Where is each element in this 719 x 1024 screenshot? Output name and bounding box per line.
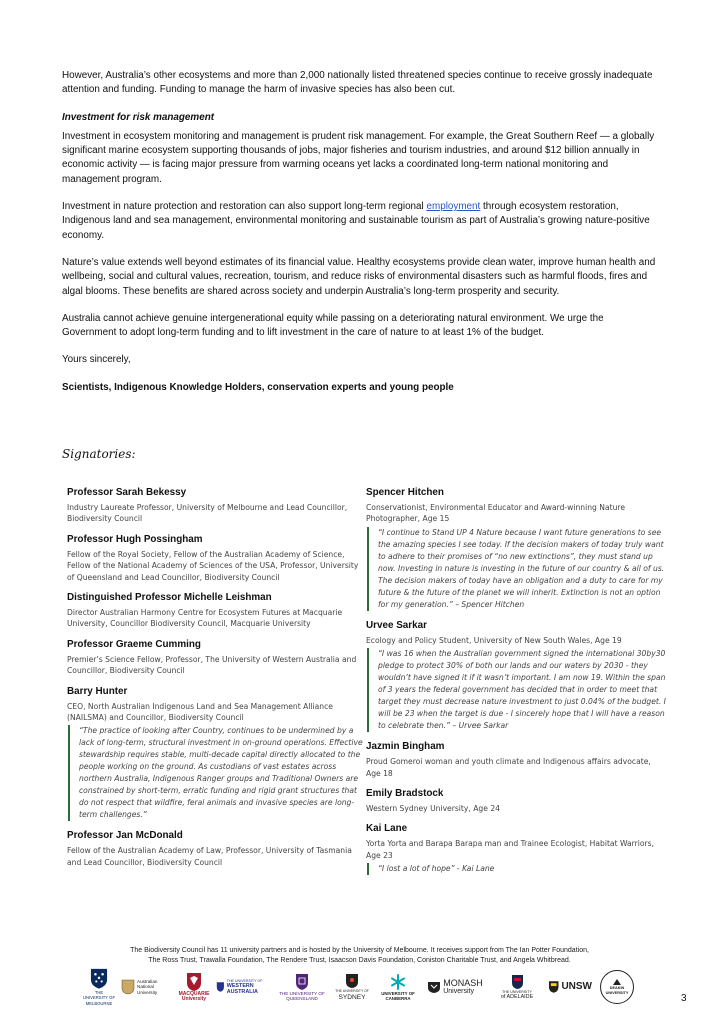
signatory-role: Ecology and Policy Student, University of New South Wales, Age 19 <box>366 635 622 645</box>
deakin-logo: DEAKIN UNIVERSITY <box>600 970 634 1004</box>
signatory-role: CEO, North Australian Indigenous Land and Sea Management Alliance (NAILSMA) and Councillor, Biodiversity Council <box>67 701 333 723</box>
signatory-kai-lane <box>366 822 666 875</box>
macquarie-crest-icon <box>186 972 202 992</box>
anu-logo: Australian National University <box>120 972 170 1002</box>
signatory-role: Yorta Yorta and Barapa Barapa man and Trainee Ecologist, Habitat Warriors, Age 23 <box>366 839 655 860</box>
unsw-crest-icon <box>548 980 559 994</box>
signatory-role: Proud Gomeroi woman and youth climate and Indigenous affairs advocate, Age 18 <box>366 757 651 778</box>
signatories-left-column <box>67 486 367 876</box>
crest-icon <box>89 968 109 990</box>
signatory-name: Professor Hugh Possingham <box>67 533 203 545</box>
signatory-quote: “I was 16 when the Australian government signed the international 30by30 pledge to protect 30% of both our lands and our waters by 2030 - they wouldn’t have signed it if it wasn’t important. I am now 19. Within the span of 3 years the federal government has decided that in order to meet that target they must decrease nature investment to just 0.04% of the budget. I will be 23 when the target is due - I sincerely hope that I will have a reason to celebrate then.” – Urvee Sarkar <box>367 648 666 732</box>
signatory-quote: “I continue to Stand UP 4 Nature because I want future generations to see the amazing species I see today. If the decision makers of today truly want to adhere to their promises of “no new extinctions”, they must stand up now. Investing in nature is investing in the future of our country & all of us. The decision makers of today have an obligation and a duty to care for my future & the future of the planet we will inherit. Extinction is not an option for my generation.” – Spencer Hitchen <box>367 527 666 611</box>
university-of-adelaide-logo: THE UNIVERSITY of ADELAIDE <box>492 968 542 1006</box>
macquarie-logo: MACQUARIE University <box>174 968 214 1006</box>
canberra-snowflake-icon <box>389 973 407 991</box>
paragraph-intergenerational-equity: Australia cannot achieve genuine intergenerational equity while passing on a deteriorating natural environment. We urge the Government to adopt long-term funding and to lift investment in the care of nature to at least 1% of the budget. <box>62 312 604 339</box>
signatory-role: Fellow of the Royal Society, Fellow of the Australian Academy of Science, Fellow of the National Academy of Sciences of the USA, Professor, University of Queensland and Lead Councillor, Biodiversity Council <box>67 549 359 582</box>
signatory-role: Western Sydney University, Age 24 <box>366 804 500 814</box>
signatories-right-column <box>366 486 666 883</box>
uq-logo: THE UNIVERSITY OF QUEENSLAND <box>278 968 326 1006</box>
paragraph-employment: Investment in nature protection and restoration can also support long-term regional employment through ecosystem restoration, Indigenous land and sea management, environmental monitoring and sustainable tourism as part of Australia’s growing nature-positive economy. <box>62 201 650 241</box>
signatory-name: Distinguished Professor Michelle Leishman <box>67 592 272 604</box>
signatory-name: Kai Lane <box>366 823 408 835</box>
closing-yours-sincerely: Yours sincerely, <box>62 354 131 366</box>
signatory-barry-hunter <box>67 685 367 822</box>
signatory-role: Conservationist, Environmental Educator and Award-winning Nature Photographer, Age 15 <box>366 503 626 524</box>
footer-line-1: The Biodiversity Council has 11 university partners and is hosted by the University of Melbourne. It receives support from The Ian Potter Foundation, <box>130 947 589 954</box>
signatory-jazmin-bingham <box>366 740 666 779</box>
signatory-name: Jazmin Bingham <box>366 741 445 753</box>
paragraph-nature-value: Nature’s value extends well beyond estimates of its financial value. Healthy ecosystems provide clean water, improve human health and wellbeing, social and cultural values, recreation, tourism, and reduce risks of environmental disasters such as harmful floods, fires and algal blooms. These benefits are shared across society and underpin Australia’s long-term prosperity and security. <box>62 256 656 297</box>
subheading-risk-management: Investment for risk management <box>62 111 215 123</box>
employment-link[interactable]: employment <box>426 201 481 213</box>
footer-line-2: The Ross Trust, Trawalla Foundation, The Rendere Trust, Isaacson Davis Foundation, Coniston Charitable Trust, and Angela Whitbread. <box>148 957 571 964</box>
signatory-michelle-leishman <box>67 591 367 630</box>
signatory-spencer-hitchen <box>366 486 666 611</box>
signatory-urvee-sarkar <box>366 619 666 732</box>
signatory-name: Professor Sarah Bekessy <box>67 487 187 498</box>
signatory-name: Professor Graeme Cumming <box>67 638 201 650</box>
unsw-logo: UNSW <box>548 974 592 1000</box>
signatory-name: Spencer Hitchen <box>366 487 444 498</box>
signatory-sarah-bekessy <box>67 486 367 525</box>
uwa-crest-icon <box>216 980 225 994</box>
signatory-jan-mcdonald <box>67 829 367 868</box>
deakin-mark-icon <box>612 978 622 986</box>
signoff-line: Scientists, Indigenous Knowledge Holders, conservation experts and young people <box>62 381 454 393</box>
signatory-quote: “I lost a lot of hope” - Kai Lane <box>367 863 666 875</box>
signatory-name: Urvee Sarkar <box>366 619 427 631</box>
page-number: 3 <box>681 993 687 1004</box>
monash-crest-icon <box>427 980 441 994</box>
signatory-role: Industry Laureate Professor, University of Melbourne and Lead Councillor, Biodiversity Council <box>67 503 348 524</box>
anu-crest-icon <box>121 979 135 995</box>
signatory-emily-bradstock <box>366 787 666 814</box>
paragraph-invasive-species: However, Australia’s other ecosystems and more than 2,000 nationally listed threatened species continue to receive grossly inadequate attention and funding. Funding to manage the harm of invasive species has also been cut. <box>62 70 653 96</box>
university-of-canberra-logo: UNIVERSITY OF CANBERRA <box>378 968 418 1006</box>
university-of-sydney-logo: THE UNIVERSITY OF SYDNEY <box>332 968 372 1006</box>
sydney-crest-icon <box>345 973 359 989</box>
letter-body <box>62 69 660 408</box>
signatory-hugh-possingham <box>67 533 367 583</box>
signatory-name: Emily Bradstock <box>366 788 444 800</box>
signatories-heading: Signatories: <box>62 447 136 461</box>
uwa-logo: THE UNIVERSITY OF WESTERN AUSTRALIA <box>216 974 274 1000</box>
signatory-name: Barry Hunter <box>67 685 128 697</box>
monash-logo: MONASH University <box>424 974 486 1000</box>
signatory-role: Fellow of the Australian Academy of Law, Professor, University of Tasmania and Lead Councillor, Biodiversity Council <box>67 846 352 867</box>
signatory-name: Professor Jan McDonald <box>67 830 183 842</box>
signatory-role: Premier’s Science Fellow, Professor, The University of Western Australia and Councillor, Biodiversity Council <box>67 654 357 676</box>
partner-logos <box>82 968 652 1006</box>
signatory-graeme-cumming <box>67 638 367 677</box>
signatory-role: Director Australian Harmony Centre for Ecosystem Futures at Macquarie University, Councillor Biodiversity Council, Macquarie University <box>67 608 343 629</box>
university-of-melbourne-logo: THE UNIVERSITY OF MELBOURNE <box>82 968 116 1006</box>
signatory-quote: “The practice of looking after Country, continues to be undermined by a lack of long-term, structural investment in on-ground operations. Effective stewardship requires stable, multi-decade capital directly allocated to the people working on the ground. As custodians of vast estates across northern Australia, Indigenous Ranger groups and Traditional Owners are constrained by short-term, erratic funding and rigid grant structures that do not respect that wildfire, feral animals and invasive species are long-term challenges.” <box>68 725 367 821</box>
uq-crest-icon <box>295 973 309 991</box>
paragraph-great-southern-reef: Investment in ecosystem monitoring and management is prudent risk management. For example, the Great Southern Reef — a globally significant marine ecosystem supporting thousands of jobs, major fisheries and tourism industries, and around $12 billion annually in economic activity — is facing major pressure from warming oceans yet lacks a coordinated long-term national monitoring and management program. <box>62 130 655 185</box>
adelaide-crest-icon <box>511 974 524 990</box>
